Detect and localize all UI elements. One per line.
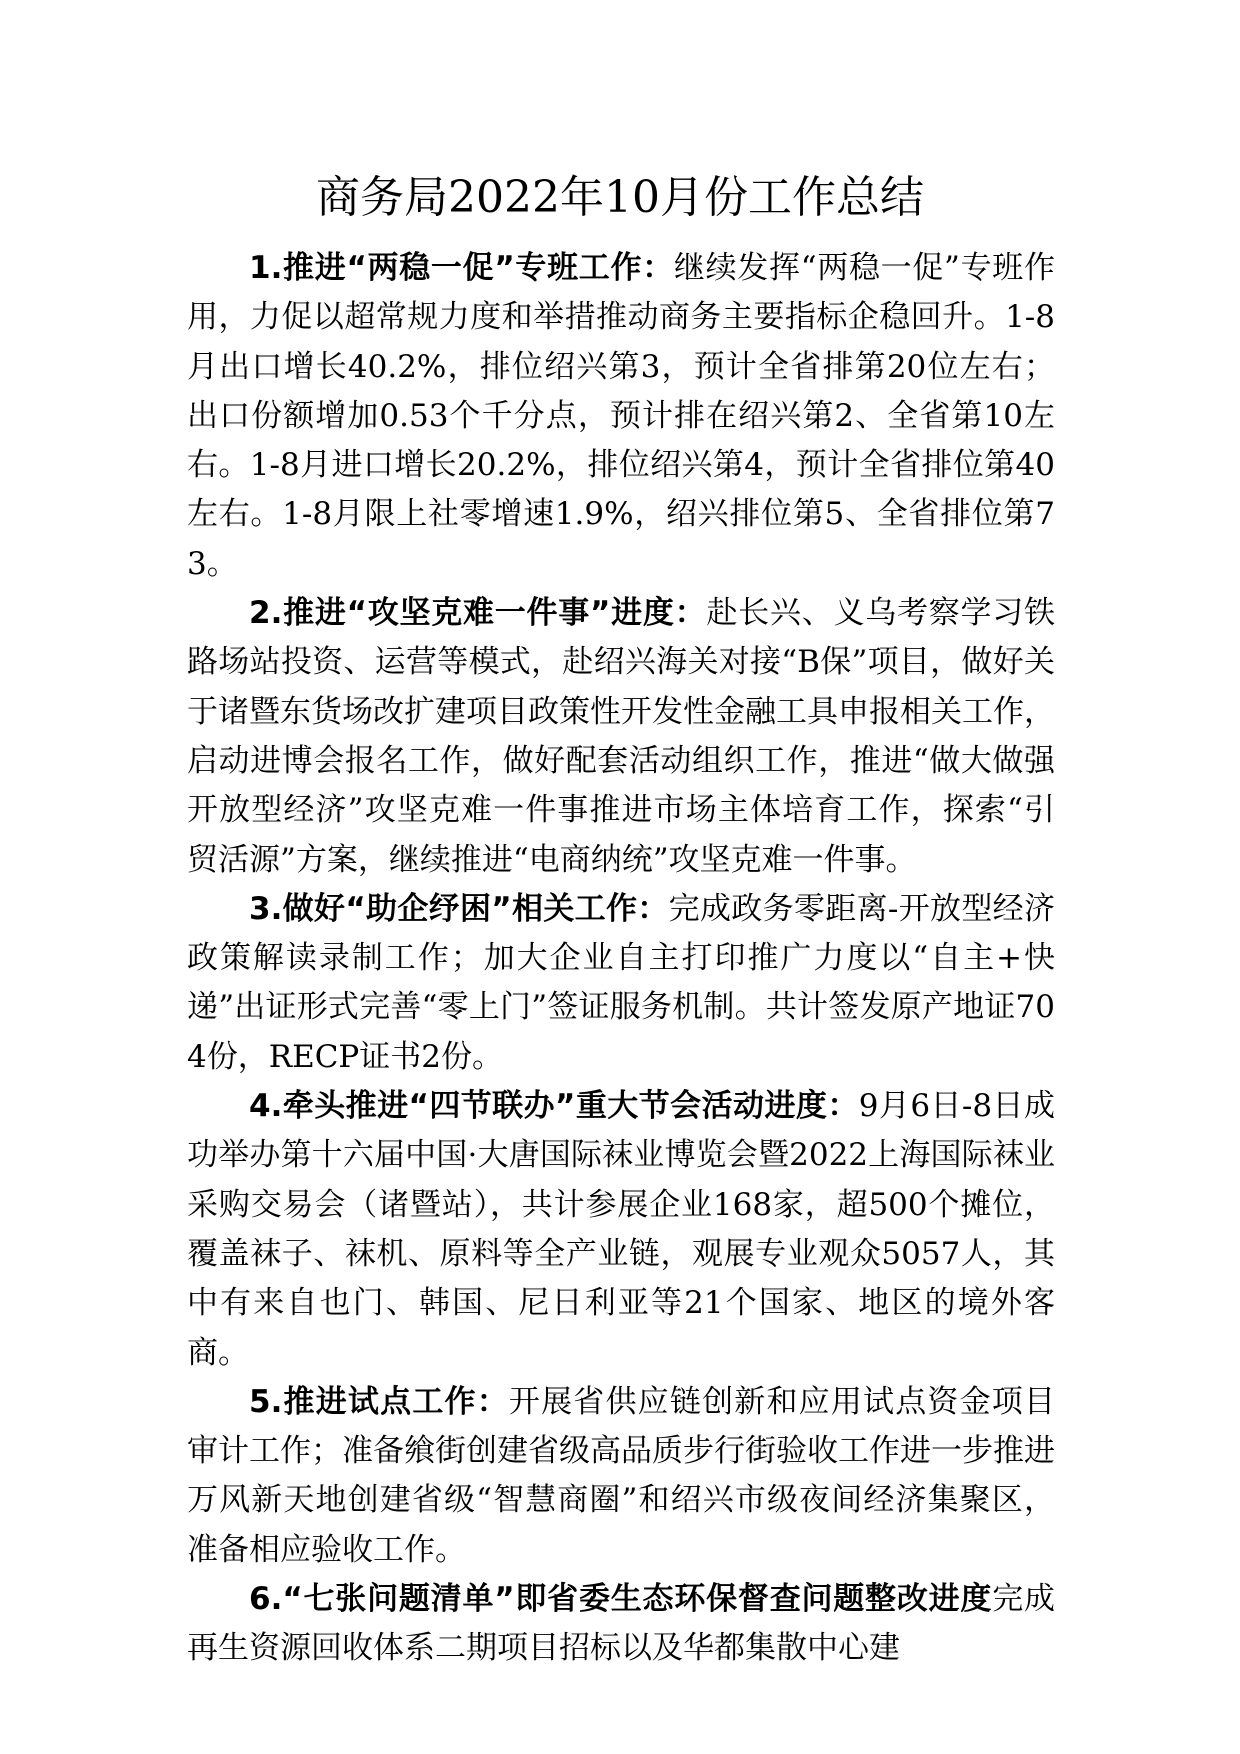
paragraph-4 [187, 1082, 1055, 1378]
document-title: 商务局2022年10月份工作总结 [316, 172, 924, 223]
paragraph-1-heading: 1.推进“两稳一促”专班工作： [249, 250, 674, 286]
paragraph-2 [187, 589, 1055, 885]
paragraph-3-heading: 3.做好“助企纾困”相关工作： [249, 890, 669, 927]
paragraph-5 [187, 1378, 1055, 1575]
paragraph-4-text: 9月6日-8日成功举办第十六届中国·大唐国际袜业博览会暨2022上海国际袜业采购交易会（诸暨站），共计参展企业168家，超500个摊位，覆盖袜子、袜机、原料等全产业链，观展专业观众5057人，其中有来自也门、韩国、尼日利亚等21个国家、地区的境外客商。 [187, 1088, 1055, 1371]
paragraph-6-text: 完成再生资源回收体系二期项目招标以及华都集散中心建 [187, 1581, 1056, 1667]
document-body [187, 244, 1055, 1674]
paragraph-1-text: 继续发挥“两稳一促”专班作用，力促以超常规力度和举措推动商务主要指标企稳回升。1-8月出口增长40.2%，排位绍兴第3，预计全省排第20位左右；出口份额增加0.53个千分点，预计排在绍兴第2、全省第10左右。1-8月进口增长20.2%，排位绍兴第4，预计全省排位第40左右。1-8月限上社零增速1.9%，绍兴排位第5、全省排位第73。 [187, 250, 1056, 582]
paragraph-2-text: 赴长兴、义乌考察学习铁路场站投资、运营等模式，赴绍兴海关对接“B保”项目，做好关于诸暨东货场改扩建项目政策性开发性金融工具申报相关工作，启动进博会报名工作，做好配套活动组织工作，推进“做大做强开放型经济”攻坚克难一件事推进市场主体培育工作，探索“引贸活源”方案，继续推进“电商纳统”攻坚克难一件事。 [187, 595, 1055, 878]
paragraph-3 [187, 885, 1055, 1082]
paragraph-4-heading: 4.牵头推进“四节联办”重大节会活动进度： [249, 1088, 859, 1125]
paragraph-5-text: 开展省供应链创新和应用试点资金项目审计工作；准备飨街创建省级高品质步行街验收工作进一步推进万风新天地创建省级“智慧商圈”和绍兴市级夜间经济集聚区，准备相应验收工作。 [187, 1383, 1055, 1568]
paragraph-5-heading: 5.推进试点工作： [249, 1383, 509, 1420]
paragraph-2-heading: 2.推进“攻坚克难一件事”进度： [249, 595, 707, 632]
paragraph-6 [187, 1575, 1055, 1674]
paragraph-3-text: 完成政务零距离-开放型经济政策解读录制工作；加大企业自主打印推广力度以“自主+快递”出证形式完善“零上门”签证服务机制。共计签发原产地证704份，RECP证书2份。 [187, 890, 1056, 1075]
paragraph-6-heading: 6.“七张问题清单”即省委生态环保督查问题整改进度 [249, 1581, 993, 1618]
paragraph-1 [187, 244, 1055, 589]
